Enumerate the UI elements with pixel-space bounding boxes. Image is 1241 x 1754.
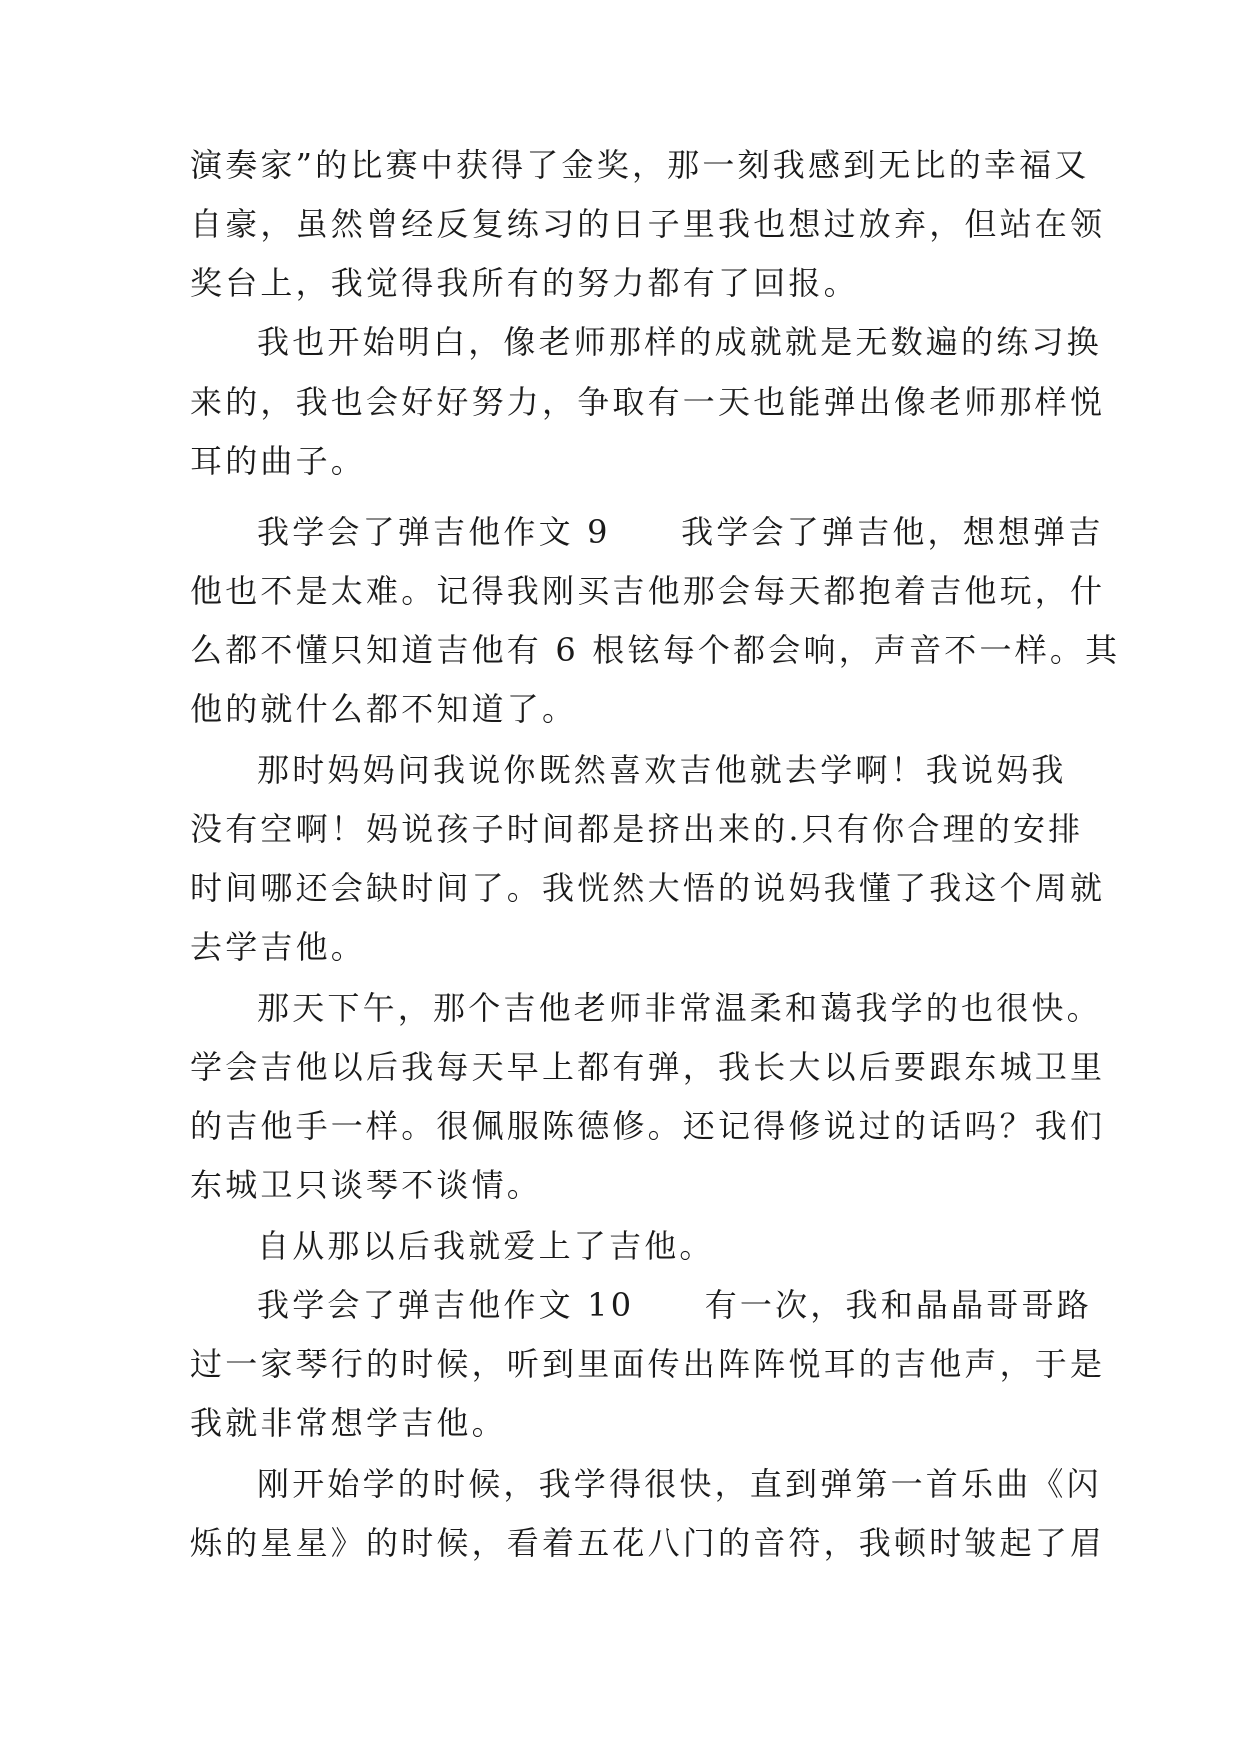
text-line-6: 耳的曲子。 bbox=[190, 442, 367, 480]
text-line-13: 时间哪还会缺时间了。我恍然大悟的说妈我懂了我这个周就 bbox=[190, 869, 1106, 907]
text-line-15: 那天下午，那个吉他老师非常温柔和蔼我学的也很快。 bbox=[257, 989, 1102, 1027]
text-line-23: 刚开始学的时候，我学得很快，直到弹第一首乐曲《闪 bbox=[257, 1465, 1102, 1503]
text-line-7: 我学会了弹吉他作文 9 我学会了弹吉他，想想弹吉 bbox=[257, 513, 1104, 551]
text-line-16: 学会吉他以后我每天早上都有弹，我长大以后要跟东城卫里 bbox=[190, 1048, 1106, 1086]
text-line-12: 没有空啊！妈说孩子时间都是挤出来的.只有你合理的安排 bbox=[190, 810, 1084, 848]
text-line-21: 过一家琴行的时候，听到里面传出阵阵悦耳的吉他声，于是 bbox=[190, 1345, 1106, 1383]
text-line-4: 我也开始明白，像老师那样的成就就是无数遍的练习换 bbox=[257, 323, 1102, 361]
text-line-2: 自豪，虽然曾经反复练习的日子里我也想过放弃，但站在领 bbox=[190, 205, 1106, 243]
text-line-10: 他的就什么都不知道了。 bbox=[190, 690, 578, 728]
text-line-1: 演奏家”的比赛中获得了金奖，那一刻我感到无比的幸福又 bbox=[190, 146, 1090, 184]
text-line-5: 来的，我也会好好努力，争取有一天也能弹出像老师那样悦 bbox=[190, 383, 1106, 421]
text-line-24: 烁的星星》的时候，看着五花八门的音符，我顿时皱起了眉 bbox=[190, 1524, 1106, 1562]
text-line-8: 他也不是太难。记得我刚买吉他那会每天都抱着吉他玩，什 bbox=[190, 572, 1106, 610]
text-line-22: 我就非常想学吉他。 bbox=[190, 1404, 507, 1442]
text-line-9: 么都不懂只知道吉他有 6 根铉每个都会响，声音不一样。其 bbox=[190, 631, 1121, 669]
text-line-17: 的吉他手一样。很佩服陈德修。还记得修说过的话吗？我们 bbox=[190, 1107, 1106, 1145]
text-line-14: 去学吉他。 bbox=[190, 928, 367, 966]
text-line-18: 东城卫只谈琴不谈情。 bbox=[190, 1166, 543, 1204]
text-line-11: 那时妈妈问我说你既然喜欢吉他就去学啊！我说妈我 bbox=[257, 751, 1067, 789]
text-line-20: 我学会了弹吉他作文 10 有一次，我和晶晶哥哥路 bbox=[257, 1286, 1092, 1324]
text-line-3: 奖台上，我觉得我所有的努力都有了回报。 bbox=[190, 264, 859, 302]
text-line-19: 自从那以后我就爱上了吉他。 bbox=[257, 1227, 715, 1265]
